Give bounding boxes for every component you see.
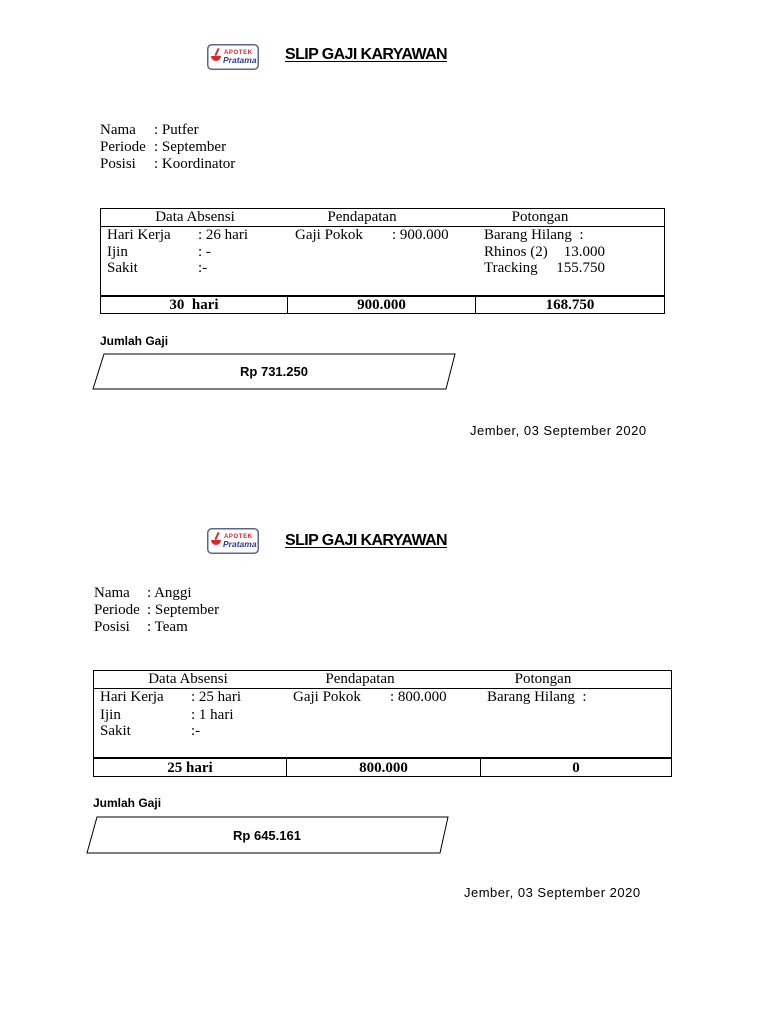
pendapatan-label-gaji-pokok: Gaji Pokok [293, 689, 361, 705]
logo-text-pratama: Pratama [223, 539, 257, 549]
absensi-value-hari-kerja: : 25 hari [191, 689, 241, 705]
potongan-label-tracking: Tracking [484, 260, 538, 276]
place-date: Jember, 03 September 2020 [464, 885, 641, 900]
payslip-2 [0, 480, 768, 1024]
payslip-1 [0, 0, 768, 480]
info-value-periode: : September [154, 139, 227, 155]
pendapatan-value-gaji-pokok: : 900.000 [392, 227, 449, 243]
potongan-label-rhinos: Rhinos (2) [484, 244, 548, 260]
table-header-absensi: Data Absensi [155, 209, 235, 225]
logo-text-pratama: Pratama [223, 55, 257, 65]
info-label-periode: Periode [100, 139, 146, 155]
info-value-posisi: : Koordinator [154, 156, 236, 172]
table-totals-row [100, 296, 665, 314]
potongan-value-rhinos: 13.000 [563, 244, 605, 260]
table-header-pendapatan: Pendapatan [325, 671, 395, 687]
potongan-label-barang-hilang: Barang Hilang : [487, 689, 587, 705]
absensi-value-hari-kerja: : 26 hari [198, 227, 248, 243]
potongan-label-barang-hilang: Barang Hilang : [484, 227, 584, 243]
pendapatan-value-gaji-pokok: : 800.000 [390, 689, 447, 705]
net-salary-amount: Rp 731.250 [240, 364, 308, 379]
absensi-value-sakit: :- [198, 260, 208, 276]
absensi-value-sakit: :- [191, 723, 201, 739]
info-label-posisi: Posisi [100, 156, 136, 172]
absensi-label-sakit: Sakit [107, 260, 138, 276]
total-absensi: 25 hari [94, 759, 287, 776]
absensi-label-ijin: Ijin [107, 244, 128, 260]
info-value-posisi: : Team [147, 619, 188, 635]
total-potongan: 0 [572, 759, 580, 776]
company-logo [207, 528, 259, 554]
table-totals-row [93, 758, 672, 777]
company-logo [207, 44, 259, 70]
table-header-pendapatan: Pendapatan [327, 209, 397, 225]
info-label-nama: Nama [94, 585, 130, 601]
logo-text-apotek: APOTEK [224, 50, 253, 56]
total-potongan: 168.750 [545, 297, 595, 313]
table-header-absensi: Data Absensi [148, 671, 228, 687]
info-label-periode: Periode [94, 602, 140, 618]
total-pendapatan: 900.000 [288, 297, 476, 313]
info-value-nama: : Putfer [154, 122, 199, 138]
total-pendapatan: 800.000 [287, 759, 481, 776]
pendapatan-label-gaji-pokok: Gaji Pokok [295, 227, 363, 243]
potongan-value-tracking: 155.750 [556, 260, 605, 276]
absensi-label-hari-kerja: Hari Kerja [107, 227, 171, 243]
absensi-value-ijin: : 1 hari [191, 707, 234, 723]
table-header-potongan: Potongan [511, 209, 569, 225]
slip-title: SLIP GAJI KARYAWAN [285, 532, 447, 549]
net-salary-amount: Rp 645.161 [233, 828, 301, 843]
net-salary-label: Jumlah Gaji [100, 334, 169, 348]
info-label-posisi: Posisi [94, 619, 130, 635]
absensi-label-hari-kerja: Hari Kerja [100, 689, 164, 705]
logo-text-apotek: APOTEK [224, 534, 253, 540]
place-date: Jember, 03 September 2020 [470, 423, 647, 438]
slip-title: SLIP GAJI KARYAWAN [285, 46, 447, 63]
total-absensi: 30 hari [101, 297, 288, 313]
absensi-label-ijin: Ijin [100, 707, 121, 723]
absensi-value-ijin: : - [198, 244, 211, 260]
absensi-label-sakit: Sakit [100, 723, 131, 739]
info-value-periode: : September [147, 602, 220, 618]
info-label-nama: Nama [100, 122, 136, 138]
net-salary-label: Jumlah Gaji [93, 796, 162, 810]
table-header-potongan: Potongan [514, 671, 572, 687]
info-value-nama: : Anggi [147, 585, 192, 601]
